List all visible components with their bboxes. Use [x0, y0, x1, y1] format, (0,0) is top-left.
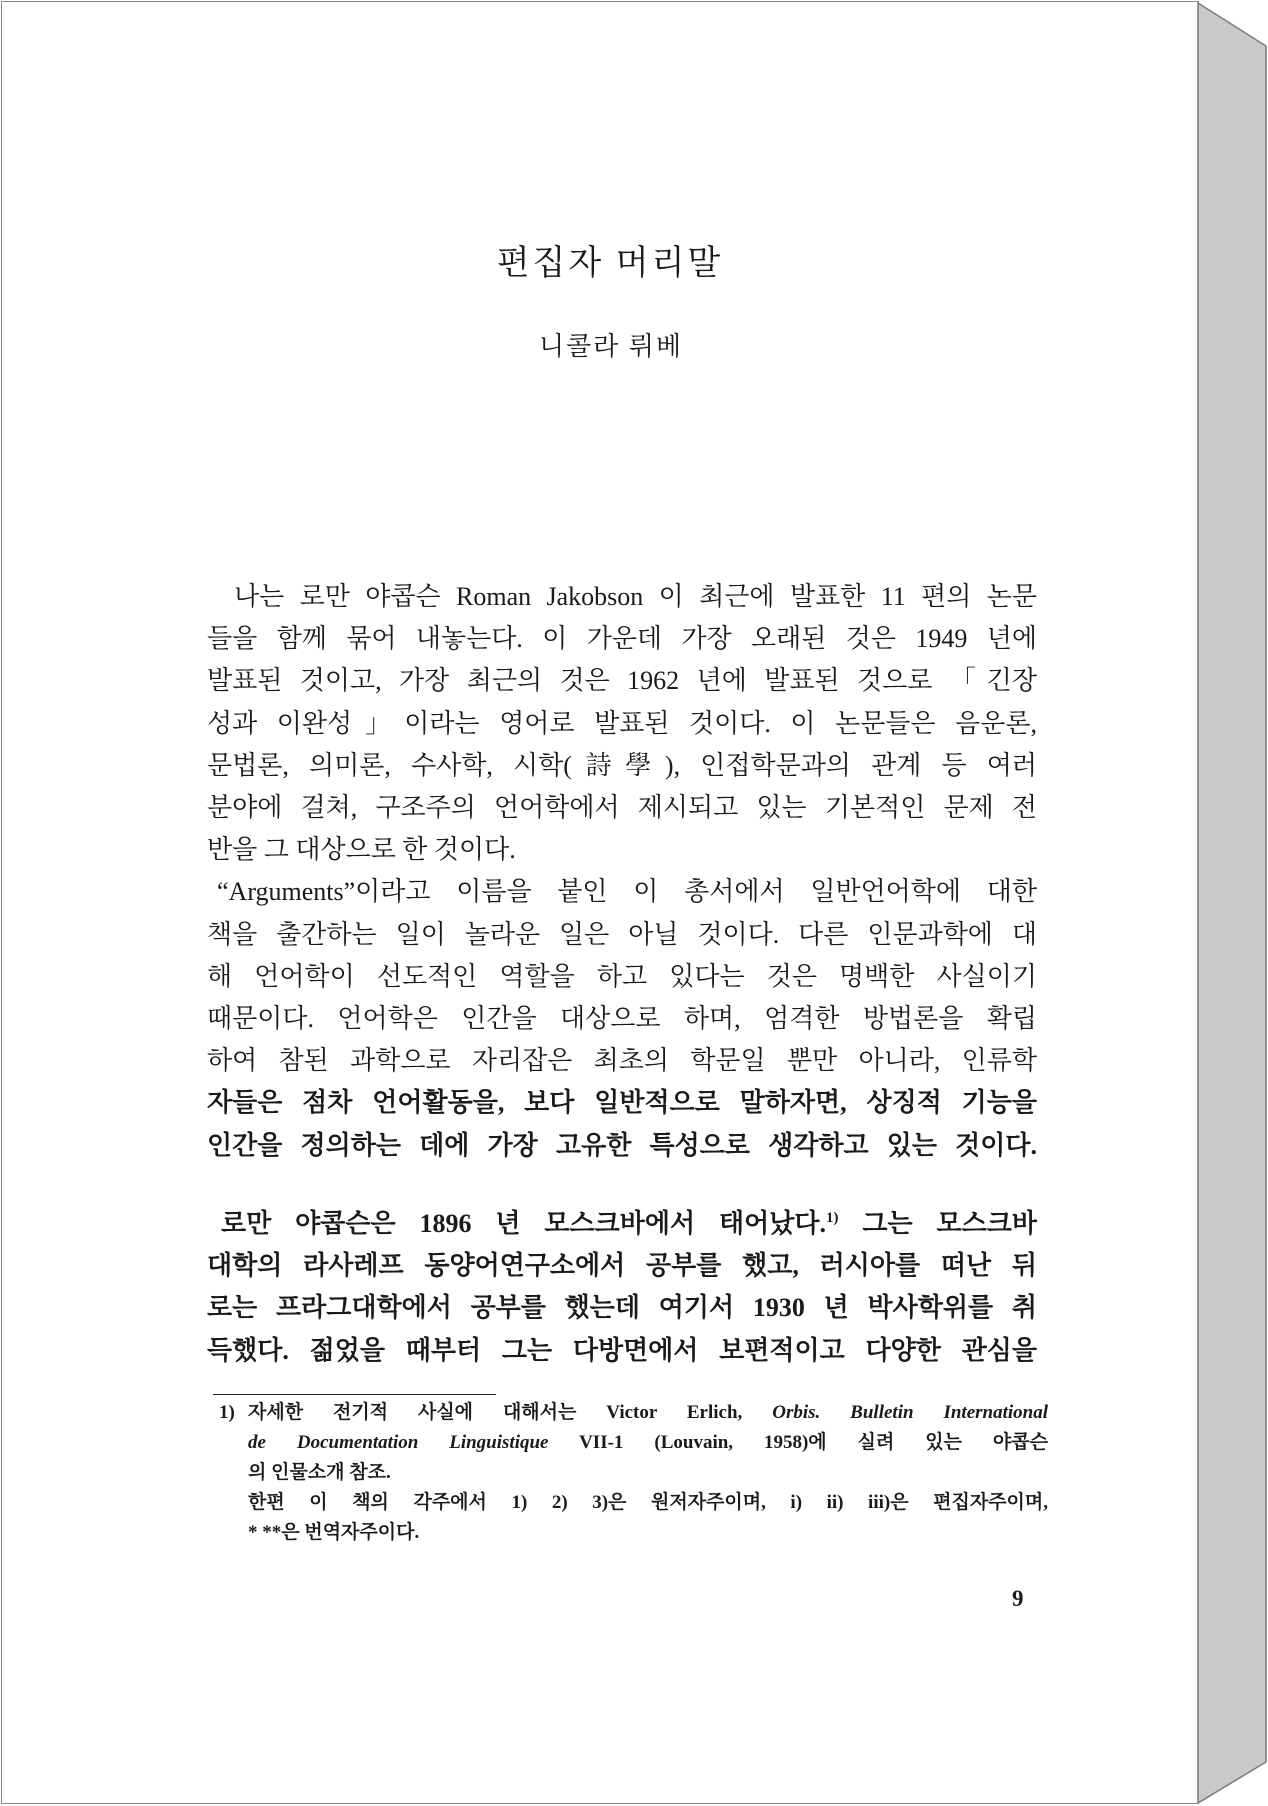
footnote-line: * **은 번역자주이다.: [248, 1522, 420, 1543]
footnote-reference: 1): [825, 1210, 839, 1226]
paragraph-1: [207, 576, 1037, 871]
text-line: 반을 그 대상으로 한 것이다.: [207, 835, 516, 865]
text-line: 발표된 것이고, 가장 최근의 것은 1962 년에 발표된 것으로 「긴장: [207, 666, 1037, 696]
text-segment: VII-1 (Louvain, 1958)에 실려 있는 야콥슨: [548, 1432, 1048, 1453]
footnote-separator: [213, 1394, 496, 1395]
text-segment: 로만 야콥슨은 1896 년 모스크바에서 태어났다.: [221, 1209, 826, 1238]
text-line: 나는 로만 야콥슨 Roman Jakobson 이 최근에 발표한 11 편의 논문: [234, 582, 1037, 611]
text-line: 인간을 정의하는 데에 가장 고유한 특성으로 생각하고 있는 것이다.: [207, 1130, 1037, 1160]
text-line: 때문이다. 언어학은 인간을 대상으로 하며, 엄격한 방법론을 확립: [207, 1003, 1037, 1033]
text-line: 책을 출간하는 일이 놀라운 일은 아닐 것이다. 다른 인문과학에 대: [207, 919, 1037, 949]
footnote-line: 한편 이 책의 각주에서 1) 2) 3)은 원저자주이며, i) ii) iii)은 편집자주이며,: [248, 1492, 1048, 1513]
book-page: [1, 1, 1199, 1804]
footnote-line: [219, 1398, 1048, 1428]
page-title: 편집자 머리말: [496, 245, 724, 282]
text-line: 대학의 라사레프 동양어연구소에서 공부를 했고, 러시아를 떠난 뒤: [207, 1251, 1037, 1281]
text-line: 분야에 걸쳐, 구조주의 언어학에서 제시되고 있는 기본적인 문제 전: [207, 792, 1037, 822]
book-edge-side: [1198, 3, 1266, 1803]
text-segment: 자세한 전기적 사실에 대해서는 Victor Erlich,: [248, 1402, 773, 1423]
text-line: 들을 함께 묶어 내놓는다. 이 가운데 가장 오래된 것은 1949 년에: [207, 624, 1037, 654]
footnote-line: [248, 1428, 1048, 1458]
text-segment: 그는 모스크바: [838, 1209, 1037, 1238]
text-line: 성과 이완성」이라는 영어로 발표된 것이다. 이 논문들은 음운론,: [207, 708, 1037, 738]
text-line: 하여 참된 과학으로 자리잡은 최초의 학문일 뿐만 아니라, 인류학: [207, 1046, 1037, 1076]
paragraph-3: [207, 1203, 1037, 1372]
journal-title: Orbis. Bulletin International: [772, 1402, 1048, 1423]
text-line: 자들은 점차 언어활동을, 보다 일반적으로 말하자면, 상징적 기능을: [207, 1088, 1037, 1118]
paragraph-2: [207, 871, 1037, 1166]
text-line: 문법론, 의미론, 수사학, 시학(詩學), 인접학문과의 관계 등 여러: [207, 750, 1037, 780]
text-line: [207, 1203, 1037, 1245]
page-number: 9: [1012, 1586, 1024, 1611]
text-line: “Arguments”이라고 이름을 붙인 이 총서에서 일반언어학에 대한: [217, 877, 1037, 907]
footnote-marker: 1): [219, 1402, 235, 1423]
text-line: 득했다. 젊었을 때부터 그는 다방면에서 보편적이고 다양한 관심을: [207, 1335, 1037, 1365]
footnote-line: 의 인물소개 참조.: [248, 1462, 391, 1483]
text-line: 해 언어학이 선도적인 역할을 하고 있다는 것은 명백한 사실이기: [207, 961, 1037, 991]
text-line: 로는 프라그대학에서 공부를 했는데 여기서 1930 년 박사학위를 취: [207, 1293, 1037, 1323]
journal-title: de Documentation Linguistique: [248, 1432, 549, 1453]
author-name: 니콜라 뤼베: [538, 332, 684, 361]
footnotes: [219, 1398, 1048, 1548]
